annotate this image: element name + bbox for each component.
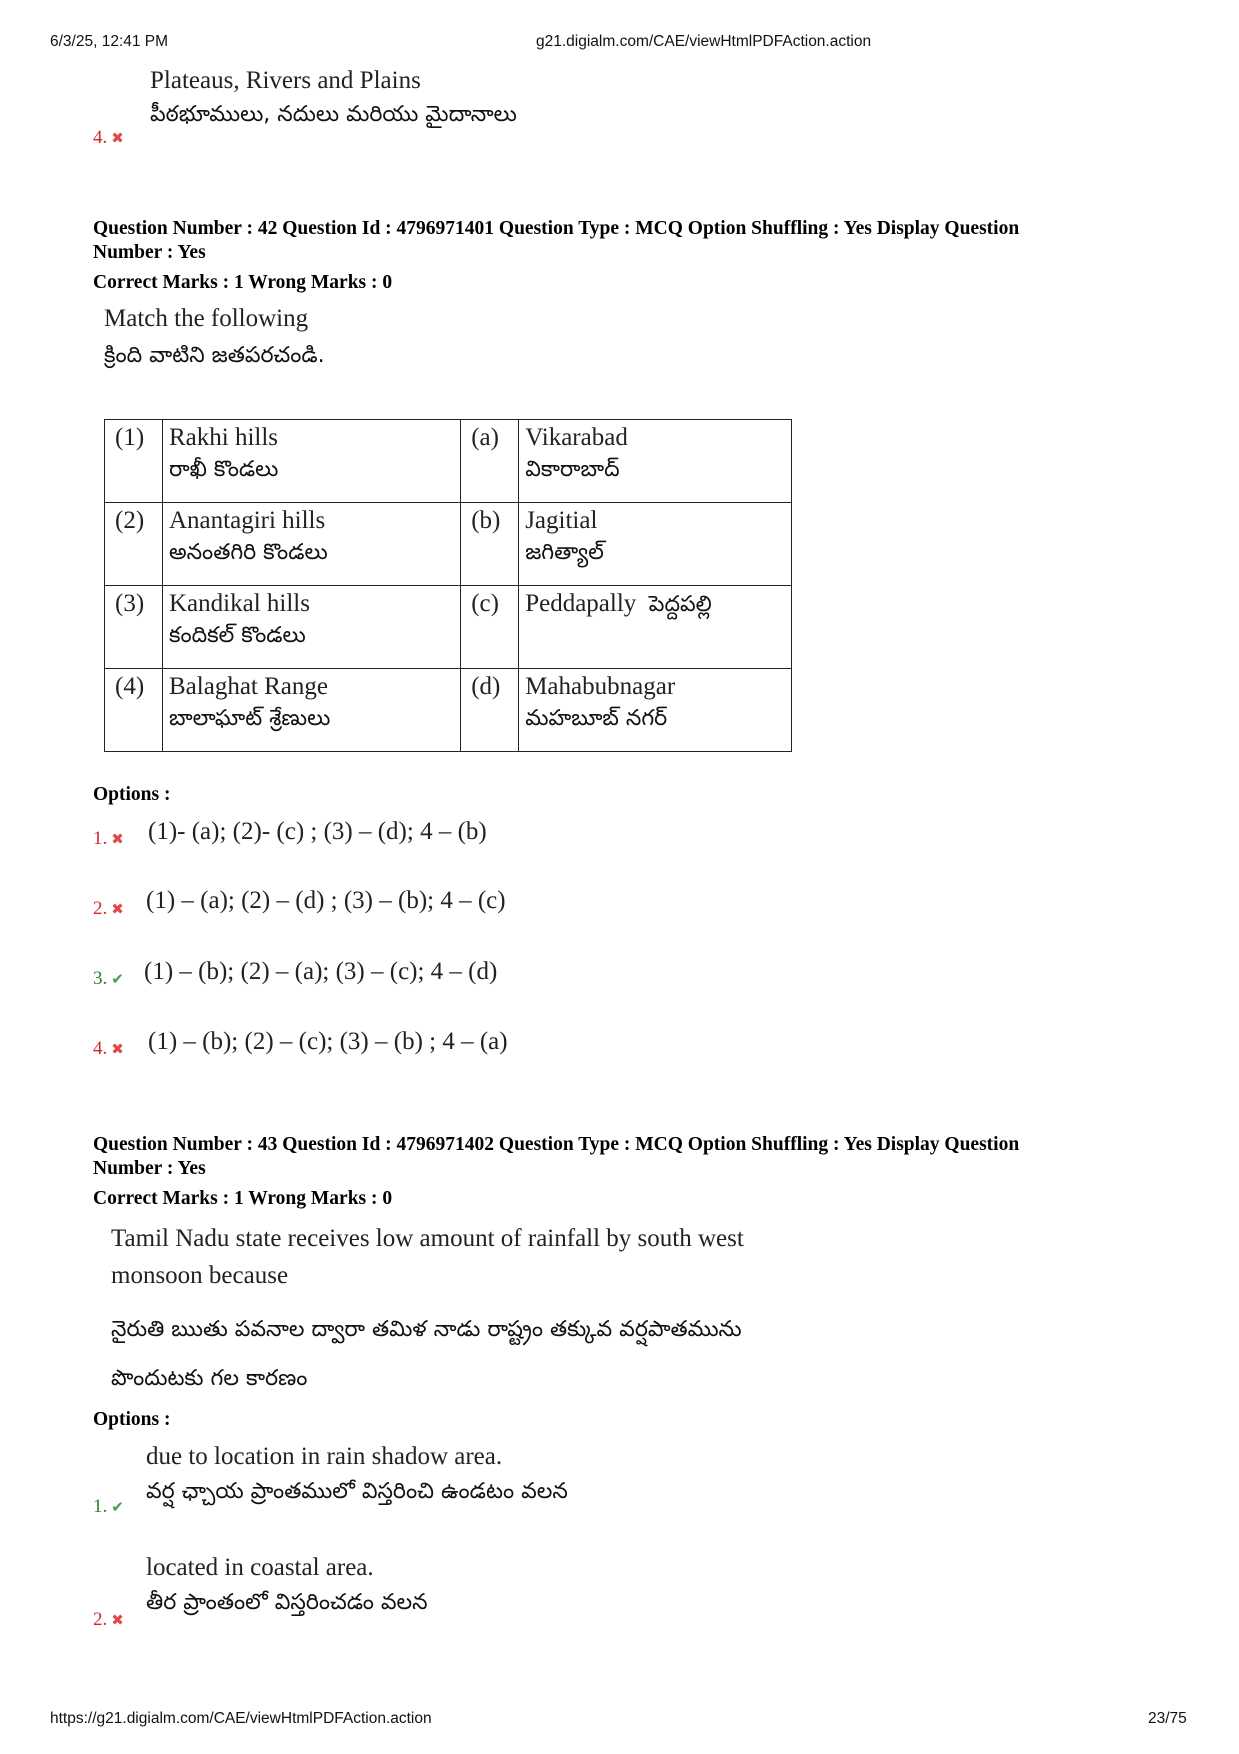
left-item-en: Balaghat Range — [169, 673, 328, 700]
q43-option-2-text-te: తీర ప్రాంతంలో విస్తరించడం వలన — [146, 1590, 428, 1615]
q43-option-1-text-te: వర్ష ఛ్చాయ ప్రాంతములో విస్తరించి ఉండటం వలన — [146, 1479, 568, 1504]
q42-match-table — [104, 419, 792, 752]
footer-page-number: 23/75 — [1148, 1710, 1187, 1727]
print-url: g21.digialm.com/CAE/viewHtmlPDFAction.action — [536, 33, 872, 50]
q43-question-te-line2: పొందుటకు గల కారణం — [111, 1366, 308, 1391]
q42-option-1-text: (1)- (a); (2)- (c) ; (3) – (d); 4 – (b) — [148, 818, 487, 845]
q43-meta-line2: Number : Yes — [93, 1158, 206, 1179]
q43-option-2 — [93, 1609, 124, 1631]
print-datetime: 6/3/25, 12:41 PM — [50, 33, 169, 50]
right-item — [519, 586, 792, 669]
option-number: 4. — [93, 127, 108, 148]
q42-meta-line2: Number : Yes — [93, 242, 206, 263]
left-number: (3) — [105, 586, 163, 669]
prev-option-4 — [93, 127, 124, 149]
option-number: 2. — [93, 1609, 108, 1630]
q42-option-3-text: (1) – (b); (2) – (a); (3) – (c); 4 – (d) — [144, 958, 498, 985]
q42-option-2 — [93, 898, 124, 920]
right-letter: (a) — [461, 420, 519, 503]
option-number: 1. — [93, 1496, 108, 1517]
cross-icon: ✖ — [111, 129, 124, 147]
q43-question-te-line1: నైరుతి ఋతు పవనాల ద్వారా తమిళ నాడు రాష్ట్రం తక్కువ వర్షపాతమును — [111, 1317, 742, 1342]
q43-meta-line1: Question Number : 43 Question Id : 4796971402 Question Type : MCQ Option Shuffling : Yes Display Question — [93, 1134, 1020, 1155]
cross-icon: ✖ — [111, 1611, 124, 1629]
right-item-en: Peddapally — [525, 590, 637, 617]
footer-url: https://g21.digialm.com/CAE/viewHtmlPDFAction.action — [50, 1710, 432, 1727]
left-number: (1) — [105, 420, 163, 503]
right-letter: (b) — [461, 503, 519, 586]
right-item-te: జగిత్యాల్ — [525, 540, 604, 565]
right-item-en: Jagitial — [525, 507, 598, 534]
left-number: (4) — [105, 669, 163, 752]
left-item — [163, 503, 461, 586]
q43-option-1-text-en: due to location in rain shadow area. — [146, 1443, 503, 1470]
check-icon: ✔ — [111, 1498, 124, 1516]
right-item-te: మహబూబ్ నగర్ — [525, 706, 668, 731]
left-item-en: Anantagiri hills — [169, 507, 326, 534]
left-item — [163, 669, 461, 752]
left-item-te: కందికల్ కొండలు — [169, 623, 306, 648]
left-number: (2) — [105, 503, 163, 586]
q43-question-en-line1: Tamil Nadu state receives low amount of rainfall by south west — [111, 1225, 744, 1252]
q42-option-4-text: (1) – (b); (2) – (c); (3) – (b) ; 4 – (a) — [148, 1028, 508, 1055]
left-item — [163, 586, 461, 669]
cross-icon: ✖ — [111, 830, 124, 848]
left-item-en: Kandikal hills — [169, 590, 310, 617]
left-item-en: Rakhi hills — [169, 424, 279, 451]
right-item-te: వికారాబాద్ — [525, 457, 620, 482]
q43-option-1 — [93, 1496, 124, 1518]
table-row — [105, 669, 792, 752]
left-item — [163, 420, 461, 503]
cross-icon: ✖ — [111, 900, 124, 918]
q43-marks: Correct Marks : 1 Wrong Marks : 0 — [93, 1188, 393, 1209]
q42-marks: Correct Marks : 1 Wrong Marks : 0 — [93, 272, 393, 293]
table-row — [105, 503, 792, 586]
q42-question-te: క్రింది వాటిని జతపరచండి. — [104, 343, 325, 368]
q42-option-3 — [93, 968, 124, 990]
q42-option-2-text: (1) – (a); (2) – (d) ; (3) – (b); 4 – (c) — [146, 887, 506, 914]
option-number: 3. — [93, 968, 108, 989]
table-row — [105, 420, 792, 503]
left-item-te: అనంతగిరి కొండలు — [169, 540, 328, 565]
check-icon: ✔ — [111, 970, 124, 988]
option-number: 2. — [93, 898, 108, 919]
option-number: 1. — [93, 828, 108, 849]
right-item — [519, 420, 792, 503]
q43-option-2-text-en: located in coastal area. — [146, 1554, 374, 1581]
right-item-en: Vikarabad — [525, 424, 628, 451]
option-number: 4. — [93, 1038, 108, 1059]
q42-option-4 — [93, 1038, 124, 1060]
right-item — [519, 503, 792, 586]
cross-icon: ✖ — [111, 1040, 124, 1058]
right-letter: (d) — [461, 669, 519, 752]
left-item-te: రాఖీ కొండలు — [169, 457, 279, 482]
q43-options-label: Options : — [93, 1409, 171, 1430]
q43-meta — [93, 1133, 1153, 1181]
table-row — [105, 586, 792, 669]
right-item-en: Mahabubnagar — [525, 673, 676, 700]
prev-option-4-text-te: పీఠభూములు, నదులు మరియు మైదానాలు — [150, 102, 517, 127]
q42-meta — [93, 217, 1153, 265]
q43-question-en-line2: monsoon because — [111, 1262, 289, 1289]
q42-option-1 — [93, 828, 124, 850]
q42-options-label: Options : — [93, 784, 171, 805]
prev-option-4-text-en: Plateaus, Rivers and Plains — [150, 67, 421, 94]
right-letter: (c) — [461, 586, 519, 669]
right-item-te: పెద్దపల్లి — [648, 592, 712, 617]
right-item — [519, 669, 792, 752]
q42-question-en: Match the following — [104, 305, 309, 332]
left-item-te: బాలాఘాట్ శ్రేణులు — [169, 706, 331, 731]
q42-meta-line1: Question Number : 42 Question Id : 4796971401 Question Type : MCQ Option Shuffling : Yes Display Question — [93, 218, 1020, 239]
